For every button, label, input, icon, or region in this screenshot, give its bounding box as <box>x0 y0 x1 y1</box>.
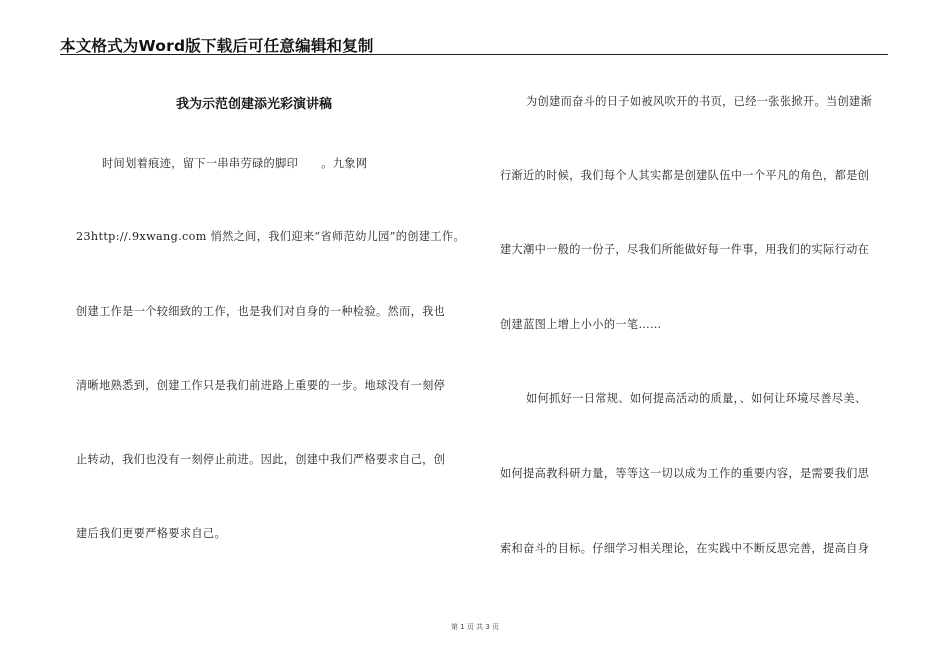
right-line-5: 如何抓好一日常规、如何提高活动的质量，、如何让环境尽善尽美、 <box>526 392 867 405</box>
header-rule <box>60 54 888 55</box>
left-line-2: 23http://.9xwang.com 悄然之间，我们迎来“省师范幼儿园”的创建工作。 <box>76 230 465 243</box>
left-line-4: 清晰地熟悉到，创建工作只是我们前进路上重要的一步。地球没有一刻停 <box>76 379 446 392</box>
left-line-6: 建后我们更要严格要求自己。 <box>76 527 226 540</box>
page-number: 第 1 页 共 3 页 <box>450 623 500 631</box>
left-line-1: 时间划着痕迹，留下一串串劳碌的脚印 。九象网 <box>102 157 368 170</box>
right-line-3: 建大潮中一般的一份子，尽我们所能做好每一件事，用我们的实际行动在 <box>500 243 870 256</box>
document-banner: 本文格式为Word版下载后可任意编辑和复制 <box>60 37 374 55</box>
left-line-5: 止转动，我们也没有一刻停止前进。因此，创建中我们严格要求自己，创 <box>76 453 446 466</box>
left-line-3: 创建工作是一个较细致的工作，也是我们对自身的一种检验。然而，我也 <box>76 305 446 318</box>
document-title: 我为示范创建添光彩演讲稿 <box>176 97 333 112</box>
right-line-2: 行渐近的时候，我们每个人其实都是创建队伍中一个平凡的角色，都是创 <box>500 169 870 182</box>
right-line-6: 如何提高教科研力量，等等这一切以成为工作的重要内容，是需要我们思 <box>500 467 870 480</box>
right-line-7: 索和奋斗的目标。仔细学习相关理论，在实践中不断反思完善，提高自身 <box>500 542 870 555</box>
right-line-1: 为创建而奋斗的日子如被风吹开的书页，已经一张张掀开。当创建渐 <box>526 95 873 108</box>
right-line-4: 创建蓝图上增上小小的一笔…… <box>500 318 662 331</box>
